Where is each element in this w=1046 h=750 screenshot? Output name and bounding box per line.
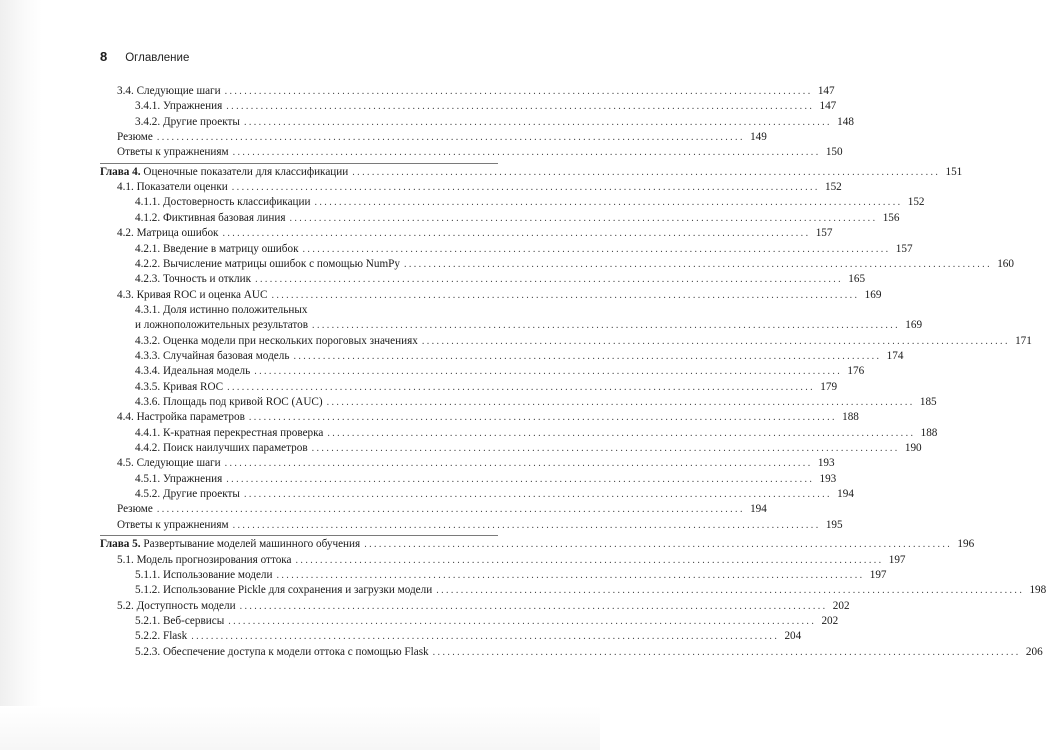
toc-entry-title: 4.3.3. Случайная базовая модель	[135, 349, 290, 362]
toc-entry[interactable]	[135, 614, 839, 629]
toc-entry[interactable]	[135, 115, 854, 130]
leader-dots: ........................................................................................................................	[364, 539, 953, 551]
toc-entry-title: 4.5.1. Упражнения	[135, 472, 223, 485]
toc-entry[interactable]	[135, 441, 922, 456]
toc-page-number: 151	[945, 165, 963, 178]
toc-entry-title	[100, 165, 348, 180]
toc-page-number: 156	[882, 211, 900, 224]
toc-page-number: 165	[848, 273, 866, 286]
leader-dots: ........................................................................................................................	[432, 646, 1021, 658]
toc-entry-title: 3.4.2. Другие проекты	[135, 115, 240, 128]
leader-dots: ........................................................................................................................	[289, 212, 878, 224]
toc-entry[interactable]	[135, 568, 887, 583]
toc-page-number: 202	[821, 614, 839, 627]
toc-entry[interactable]	[117, 502, 767, 517]
chapter-title: Оценочные показатели для классификации	[140, 165, 349, 178]
leader-dots: ........................................................................................................................	[314, 197, 903, 209]
toc-page-number: 160	[997, 257, 1014, 270]
toc-entry[interactable]	[135, 99, 837, 114]
toc-entry[interactable]	[135, 334, 1032, 349]
toc-page-number: 179	[820, 380, 838, 393]
leader-dots: ........................................................................................................................	[295, 554, 884, 566]
toc-page-number: 193	[817, 457, 835, 470]
toc-entry-title: 3.4.1. Упражнения	[135, 100, 223, 113]
toc-entry[interactable]	[117, 84, 835, 99]
leader-dots: ........................................................................................................................	[156, 132, 745, 144]
toc-page-number: 198	[1029, 584, 1046, 597]
toc-entry-title: 4.1.2. Фиктивная базовая линия	[135, 211, 286, 224]
toc-page-number: 169	[864, 288, 882, 301]
toc-entry[interactable]	[117, 288, 882, 303]
page-bottom-shadow	[0, 706, 600, 750]
toc-entry[interactable]	[117, 456, 835, 471]
toc-entry-title: 4.1. Показатели оценки	[117, 181, 228, 194]
leader-dots: ........................................................................................................................	[226, 101, 815, 113]
toc-entry-title: Резюме	[117, 131, 153, 144]
leader-dots: ........................................................................................................................	[239, 600, 828, 612]
toc-entry[interactable]	[117, 518, 843, 533]
leader-dots: ........................................................................................................................	[191, 631, 780, 643]
toc-entry[interactable]	[135, 242, 913, 257]
toc-page-number: 202	[832, 599, 850, 612]
toc-entry[interactable]	[117, 553, 906, 568]
leader-dots: ........................................................................................................................	[243, 489, 832, 501]
leader-dots: ........................................................................................................................	[224, 458, 813, 470]
leader-dots: ........................................................................................................................	[254, 366, 843, 378]
toc-page-number: 194	[750, 503, 767, 516]
leader-dots: ........................................................................................................................	[403, 258, 992, 270]
toc-entry-title: 4.4.2. Поиск наилучших параметров	[135, 442, 308, 455]
toc-entry[interactable]	[117, 599, 850, 614]
toc-page-number: 152	[907, 196, 925, 209]
toc-entry-title: 5.2. Доступность модели	[117, 599, 236, 612]
leader-dots: ........................................................................................................................	[248, 412, 837, 424]
toc-entry-title: 4.3.4. Идеальная модель	[135, 365, 251, 378]
toc-entry-title: 5.2.1. Веб-сервисы	[135, 614, 225, 627]
leader-dots: ........................................................................................................................	[222, 228, 811, 240]
toc-page-number: 176	[847, 365, 865, 378]
toc-entry-title: Ответы к упражнениям	[117, 518, 229, 531]
chapter-label: Глава 5.	[100, 538, 141, 551]
toc-entry-title	[100, 537, 360, 552]
leader-dots: ........................................................................................................................	[243, 116, 832, 128]
toc-entry-title: 4.3.6. Площадь под кривой ROC (AUC)	[135, 396, 323, 408]
page-edge-shadow	[0, 0, 42, 750]
leader-dots: ........................................................................................................................	[224, 86, 813, 97]
toc-page-number: 152	[824, 181, 842, 194]
toc-page-number: 196	[957, 538, 975, 551]
leader-dots: ........................................................................................................................	[226, 473, 815, 485]
toc-entry[interactable]	[135, 426, 938, 441]
toc-entry-title: 4.2.2. Вычисление матрицы ошибок с помощью NumPy	[135, 257, 400, 270]
toc-page-number: 148	[837, 115, 854, 128]
toc-page-number: 149	[750, 131, 767, 144]
toc-page-number: 197	[888, 553, 906, 566]
toc-entry-title: 3.4. Следующие шаги	[117, 85, 221, 97]
leader-dots: ........................................................................................................................	[312, 320, 901, 332]
toc-page-number: 147	[817, 85, 835, 97]
toc-page-number: 157	[895, 242, 913, 255]
toc-entry-text-line1: 4.3.1. Доля истинно положительных	[135, 303, 308, 316]
chapter-title: Развертывание моделей машинного обучения	[140, 538, 361, 551]
leader-dots: ........................................................................................................................	[227, 381, 816, 393]
toc-entry-title: Резюме	[117, 503, 153, 516]
leader-dots: ........................................................................................................................	[228, 615, 817, 627]
leader-dots: ........................................................................................................................	[232, 519, 821, 531]
toc-entry-title: 4.3.5. Кривая ROC	[135, 380, 224, 393]
toc-page-number: 206	[1025, 645, 1043, 658]
toc-entry[interactable]	[117, 410, 859, 425]
toc-entry-title: 5.1.2. Использование Pickle для сохранения и загрузки модели	[135, 584, 433, 597]
toc-entry[interactable]	[135, 645, 1043, 660]
toc-chapter-entry[interactable]	[100, 165, 963, 180]
leader-dots: ........................................................................................................................	[232, 147, 821, 159]
leader-dots: ........................................................................................................................	[302, 243, 891, 255]
toc-entry[interactable]	[135, 380, 838, 395]
toc-entry-title: 4.3. Кривая ROC и оценка AUC	[117, 288, 268, 301]
toc-entry-title: 4.5. Следующие шаги	[117, 457, 221, 470]
toc-page-number: 147	[819, 100, 837, 113]
toc-page-number: 185	[919, 396, 937, 408]
toc-entry[interactable]	[135, 583, 1046, 598]
leader-dots: ........................................................................................................................	[255, 274, 844, 286]
toc-entry[interactable]	[135, 364, 865, 379]
toc-entry-title: 5.1. Модель прогнозирования оттока	[117, 553, 292, 566]
toc-entry[interactable]	[117, 226, 833, 241]
leader-dots: ........................................................................................................................	[231, 182, 820, 194]
toc-page-number: 174	[886, 349, 904, 362]
toc-entry[interactable]	[135, 629, 802, 644]
leader-dots: ........................................................................................................................	[326, 397, 915, 408]
toc-entry-title: 5.2.3. Обеспечение доступа к модели оттока с помощью Flask	[135, 645, 429, 658]
toc-entry[interactable]	[135, 349, 904, 364]
toc-entry[interactable]	[135, 257, 1014, 272]
leader-dots: ........................................................................................................................	[276, 569, 865, 581]
toc-entry[interactable]	[135, 211, 900, 226]
toc-page-number: 171	[1015, 334, 1032, 347]
page-number: 8	[100, 49, 108, 64]
toc-entry-title: Ответы к упражнениям	[117, 146, 229, 159]
toc-entry[interactable]	[117, 145, 843, 160]
toc-entry-title: 5.2.2. Flask	[135, 630, 188, 643]
toc-page-number: 150	[825, 146, 843, 159]
toc-page-number: 188	[920, 426, 938, 439]
toc-entry-title: 4.2.3. Точность и отклик	[135, 273, 252, 286]
toc-entry[interactable]	[117, 180, 842, 195]
chapter-label: Глава 4.	[100, 165, 141, 178]
toc-page-number: 194	[837, 488, 854, 501]
leader-dots: ........................................................................................................................	[421, 335, 1010, 347]
toc-entry-title: и ложноположительных результатов	[135, 319, 309, 332]
toc-page-number: 190	[904, 442, 922, 455]
toc-entry[interactable]	[135, 195, 925, 210]
toc-entry[interactable]	[135, 472, 837, 487]
running-header	[100, 49, 189, 67]
toc-entry-title: 4.4.1. К-кратная перекрестная проверка	[135, 426, 324, 439]
toc-page-number: 204	[784, 630, 802, 643]
toc-entry[interactable]	[117, 130, 767, 145]
toc-page-number: 197	[869, 568, 887, 581]
toc-page-number: 188	[842, 411, 859, 424]
toc-page-number: 195	[825, 518, 843, 531]
leader-dots: ........................................................................................................................	[327, 427, 916, 439]
toc-page-number: 193	[819, 472, 837, 485]
toc-entry[interactable]	[135, 395, 937, 410]
leader-dots: ........................................................................................................................	[352, 166, 941, 178]
toc-chapter-entry[interactable]	[100, 537, 975, 552]
leader-dots: ........................................................................................................................	[436, 585, 1025, 597]
leader-dots: ........................................................................................................................	[311, 443, 900, 455]
toc-entry-title: 4.2. Матрица ошибок	[117, 227, 219, 240]
toc-entry-title: 5.1.1. Использование модели	[135, 568, 273, 581]
toc-entry[interactable]	[135, 487, 854, 502]
chapter-separator	[100, 535, 498, 536]
toc-entry[interactable]	[135, 318, 923, 333]
leader-dots: ........................................................................................................................	[156, 504, 745, 516]
toc-page-number: 157	[815, 227, 833, 240]
toc-entry-title: 4.2.1. Введение в матрицу ошибок	[135, 242, 299, 255]
toc-page-number: 169	[905, 319, 923, 332]
leader-dots: ........................................................................................................................	[271, 289, 860, 301]
toc-entry[interactable]	[135, 272, 866, 287]
leader-dots: ........................................................................................................................	[293, 350, 882, 362]
toc-entry-title: 4.4. Настройка параметров	[117, 411, 245, 424]
toc-entry-title: 4.5.2. Другие проекты	[135, 488, 240, 501]
running-header-title: Оглавление	[125, 52, 190, 64]
chapter-separator	[100, 163, 498, 164]
toc-entry-title: 4.3.2. Оценка модели при нескольких пороговых значениях	[135, 334, 418, 347]
toc-entry-title: 4.1.1. Достоверность классификации	[135, 196, 311, 209]
